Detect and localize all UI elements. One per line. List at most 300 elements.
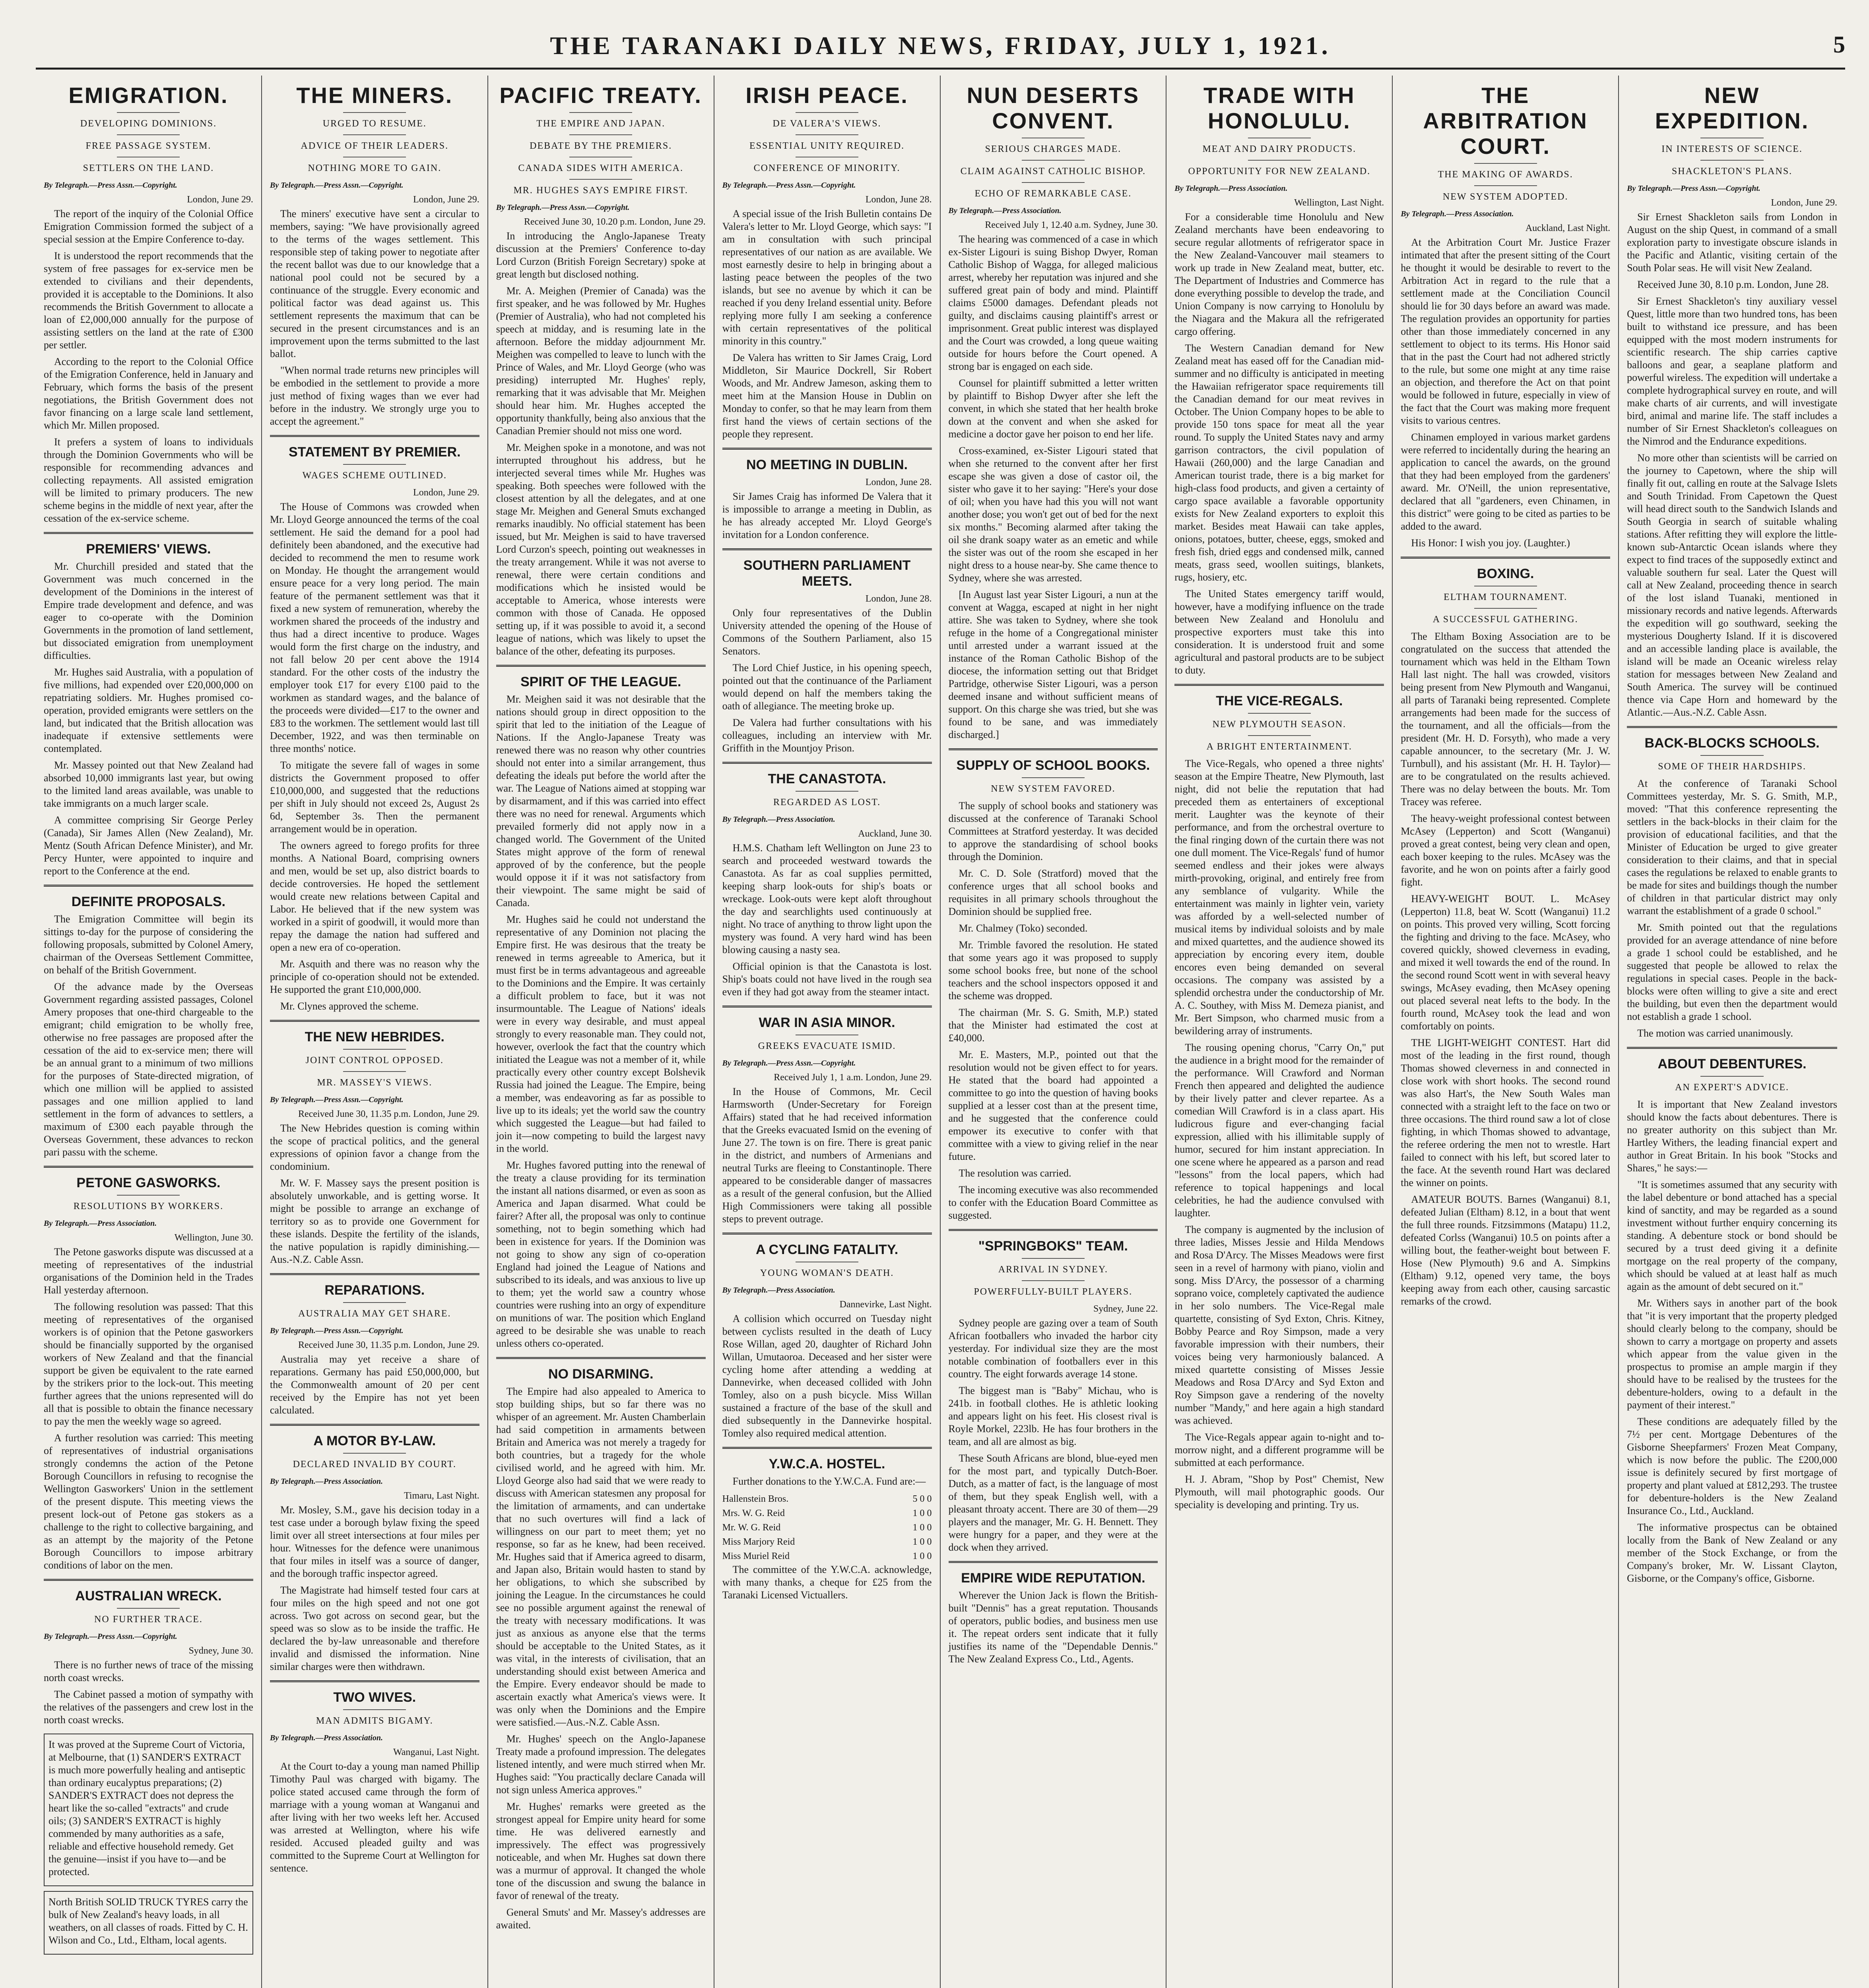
paragraph: The Emigration Committee will begin its sittings to-day for the purpose of considering the following proposals, submitted by Colonel Amery, chairman of the Overseas Settlement Committee, on behalf of the British Government. xyxy=(44,913,253,976)
headline: THE MINERS. xyxy=(296,83,453,108)
paragraph: Mr. Mosley, S.M., gave his decision today in a test case under a borough bylaw fixing the speed limit over all street intersections at four miles per hour. Witnesses for the defence were unanimous that four miles in itself was a source of danger, and the borough traffic inspector agreed. xyxy=(270,1504,479,1579)
article xyxy=(44,1588,253,1726)
paragraph: The Vice-Regals, who opened a three nights' season at the Empire Theatre, New Plymouth, last night, did not belie the reputation that had preceded them as entertainers of exceptional merit. Laughter was the keynote of their performance, and from the orchestral overture to the final ringing down of the curtain there was not one dull moment. The Vice-Regals' fund of humor seemed endless and their jokes were always mirth-provoking, original, and entirely free from any semblance of vulgarity. While the entertainment was mainly in lighter vein, variety was afforded by a well-selected number of musical items by individual soloists and by male and mixed quartettes, and the audience showed its appreciation by encoring every item, double encores even being demanded on several occasions. The company was assisted by a splendid orchestra under the conductorship of Mr. A. C. Southey, with Miss M. Demeza pianist, and Mr. Bert Simpson, who charmed music from a bewildering array of instruments. xyxy=(1174,758,1384,1037)
paragraph: Mr. W. F. Massey says the present position is absolutely unworkable, and is getting worse. It might be possible to arrange an exchange of territory so as to provide one Government for these islands. Despite the fertility of the islands, the native population is rapidly diminishing.—Aus.-N.Z. Cable Assn. xyxy=(270,1177,479,1265)
paragraph: De Valera had further consultations with his colleagues, including an interview with Mr. Griffith in the Mountjoy Prison. xyxy=(722,717,932,754)
paragraph: Mr. Withers says in another part of the book that "it is very important that the property pledged should clearly belong to the company, should be shown to carry a mortgage on property and assets which appear from the value given in the prospectus to promise an ample margin if they should have to be realised by the trustees for the debenture-holders, owing to a default in the payment of their interest." xyxy=(1627,1297,1837,1411)
article xyxy=(949,83,1158,741)
subhead-rule xyxy=(1022,160,1085,161)
subhead-rule xyxy=(1700,160,1764,161)
article xyxy=(44,1175,253,1572)
paragraph: The Cabinet passed a motion of sympathy with the relatives of the passengers and crew lost in the north coast wrecks. xyxy=(44,1689,253,1726)
paragraph: It is understood the report recommends that the system of free passages for ex-service men be extended to civilians and their dependents, provided it is acceptable to the Dominions. It also recommends the British Government to allocate a loan of £2,000,000 annually for the purpose of assisting settlers on the land at the rate of £300 per settler. xyxy=(44,250,253,351)
column-5 xyxy=(941,76,1167,1988)
dateline: Received July 1, 1 a.m. London, June 29. xyxy=(774,1072,932,1083)
column-7 xyxy=(1393,76,1619,1988)
subheadline: YOUNG WOMAN'S DEATH. xyxy=(760,1268,894,1278)
paragraph: For a considerable time Honolulu and New Zealand merchants have been endeavoring to secure regular allotments of refrigerator space in the New Zealand-Vancouver mail steamers to work up trade in New Zealand meat, butter, etc. The Department of Industries and Commerce has done everything possible to develop the trade, and Union Company is now carrying to Honolulu by the Niagara and the Makura all the refrigerated cargo offering. xyxy=(1174,211,1384,337)
dateline: Sydney, June 22. xyxy=(1093,1304,1158,1314)
headline: "SPRINGBOKS" TEAM. xyxy=(978,1239,1128,1254)
subhead-rule xyxy=(343,134,406,135)
paragraph: Mr. Trimble favored the resolution. He stated that some years ago it was proposed to supply some school books free, but none of the school teachers and the school inspectors opposed it and the scheme was dropped. xyxy=(948,939,1158,1002)
dateline: London, June 29. xyxy=(413,487,479,498)
subheadline: MR. HUGHES SAYS EMPIRE FIRST. xyxy=(513,185,688,196)
paragraph: Mr. Hughes' remarks were greeted as the strongest appeal for Empire unity heard for some time. He was delivered earnestly and impressively. The effect was progressively noticeable, and when Mr. Hughes sat down there was a murmur of approval. It changed the whole tone of the discussion and swung the balance in favor of renewal of the treaty. xyxy=(496,1801,706,1901)
paragraph: "It is sometimes assumed that any security with the label debenture or bond attached has a special kind of sanctity, and may be regarded as a sound investment without further enquiry concerning its standing. A debenture stock or bond should be secured by a trust deed giving it a definite mortgage on the real property of the company, which should be valued at at least half as much again as the amount of debt secured on it." xyxy=(1627,1179,1837,1292)
paragraph: The resolution was carried. xyxy=(959,1167,1071,1179)
headline: NUN DESERTS CONVENT. xyxy=(967,83,1140,133)
subheadline: THE MAKING OF AWARDS. xyxy=(1438,169,1573,180)
headline: PETONE GASWORKS. xyxy=(76,1175,221,1190)
byline: By Telegraph.—Press Assn.—Copyright. xyxy=(496,203,630,212)
paragraph: Mr. Hughes' speech on the Anglo-Japanese Treaty made a profound impression. The delegates listened intently, and were much stirred when Mr. Hughes said: "You practically declare Canada will not sign unless America approves." xyxy=(496,1733,706,1796)
article xyxy=(949,1570,1158,1666)
dateline: London, June 28. xyxy=(865,594,932,604)
headline: EMIGRATION. xyxy=(68,83,229,108)
subheadline: OPPORTUNITY FOR NEW ZEALAND. xyxy=(1188,166,1371,177)
paragraph: Mr. Meighen spoke in a monotone, and was not interrupted throughout his address, but he interjected several times while Mr. Hughes was speaking. Both speeches were followed with the closest attention by all the delegates, and at one stage Mr. Meighen and General Smuts exchanged remarks inaudibly. No official statement has been issued, but Mr. Meighen is said to have traversed Lord Curzon's speech, pointing out weaknesses in the treaty arrangement. While it was not averse to renewal, there were certain conditions and modifications which he insisted would be acceptable to America, whose interests were common with those of Canada. He opposed setting up, if it was possible to avoid it, a second league of nations, which was likely to upset the balance of the other, defeating its purposes. xyxy=(496,442,706,657)
subheadline: NEW PLYMOUTH SEASON. xyxy=(1212,719,1347,730)
paragraph: A further resolution was carried: This meeting of representatives of industrial organisations strongly condemns the action of the Petone Borough Councillors in refusing to recognise the Wellington Gasworkers' Union in the settlement of the present dispute. This meeting views the present lock-out of Petone gas stokers as a challenge to the right to collective bargaining, and as an attempt by the majority of the Petone Borough Councillors to impose arbitrary conditions of labor on the men. xyxy=(44,1432,253,1571)
donation-row xyxy=(722,1492,932,1506)
subheadline: THE EMPIRE AND JAPAN. xyxy=(536,118,666,129)
columns-grid xyxy=(36,76,1845,1988)
column-8 xyxy=(1619,76,1845,1988)
subhead-rule xyxy=(1022,1280,1085,1281)
subhead-rule xyxy=(1700,1076,1764,1077)
subheadline: MAN ADMITS BIGAMY. xyxy=(316,1716,433,1726)
column-6 xyxy=(1166,76,1393,1988)
donation-amount: 1 0 0 xyxy=(912,1537,932,1547)
dateline: Auckland, Last Night. xyxy=(1525,223,1611,233)
subhead-rule xyxy=(343,1049,406,1050)
paragraph: In introducing the Anglo-Japanese Treaty discussion at the Premiers' Conference to-day Lord Curzon (British Foreign Secretary) spoke at great length but disclosed nothing. xyxy=(496,230,706,280)
paragraph: At the Court to-day a young man named Phillip Timothy Paul was charged with bigamy. The police stated accused came through the form of marriage with a young woman at Wanganui and after living with her two weeks left her. Accused was arrested at Wellington, where his wife resided. Accused pleaded guilty and was committed to the Supreme Court at Wellington for sentence. xyxy=(270,1761,479,1874)
subhead-rule xyxy=(1022,182,1085,183)
subheadline: RESOLUTIONS BY WORKERS. xyxy=(73,1201,224,1211)
paragraph: These South Africans are blond, blue-eyed men for the most part, and typically Dutch-Boer. Dutch, as a matter of fact, is the language of most of them, but they speak English well, with a pleasant throaty accent. There are 30 of them—29 players and the manager, Mr. G. H. Bennett. They were hungry for a paper, and they were at the dock when they arrived. xyxy=(948,1452,1158,1553)
advertisement-text: North British SOLID TRUCK TYRES carry the bulk of New Zealand's heavy loads, in all weathers, on all classes of roads. Fitted by C. H. Wilson and Co., Ltd., Eltham, local agents. xyxy=(49,1896,248,1946)
subheadline: WAGES SCHEME OUTLINED. xyxy=(302,470,447,481)
subheadline: IN INTERESTS OF SCIENCE. xyxy=(1661,144,1803,154)
headline: BOXING. xyxy=(1477,566,1534,581)
byline: By Telegraph.—Press Assn.—Copyright. xyxy=(722,1059,856,1068)
subhead-rule xyxy=(1022,1258,1085,1259)
donor-name: Mrs. W. G. Reid xyxy=(722,1508,785,1518)
paragraph: His Honor: I wish you joy. (Laughter.) xyxy=(1411,537,1570,549)
article xyxy=(1174,693,1384,1511)
paragraph: The chairman (Mr. S. G. Smith, M.P.) stated that the Minister had estimated the cost at £40,000. xyxy=(948,1007,1158,1044)
subheadline: MR. MASSEY'S VIEWS. xyxy=(317,1077,433,1088)
subhead-rule xyxy=(1700,755,1764,756)
paragraph: General Smuts' and Mr. Massey's addresses are awaited. xyxy=(496,1906,706,1931)
paragraph: The committee of the Y.W.C.A. acknowledge, with many thanks, a cheque for £25 from the Taranaki Licensed Victuallers. xyxy=(722,1564,932,1601)
byline: By Telegraph.—Press Association. xyxy=(270,1477,383,1486)
paragraph: Cross-examined, ex-Sister Ligouri stated that when she returned to the convent after her first escape she was given a dose of castor oil, the sister who gave it to her saying: "Here's your dose of oil; when you have had this you will not want another dose; you won't get out of bed for the next six months." Becoming alarmed after taking the oil she drank soapy water as an emetic and while the sister was out of the room she escaped in her night dress to a house near-by. She came thence to Sydney, where she was arrested. xyxy=(948,445,1158,584)
subhead-rule xyxy=(796,112,858,113)
donation-row xyxy=(722,1520,932,1535)
headline: ABOUT DEBENTURES. xyxy=(1657,1056,1807,1072)
paragraph: The rousing opening chorus, "Carry On," put the audience in a bright mood for the remainder of the performance. Will Crawford and Norman French then appeared and delighted the audience by their lively patter and clever repartee. As a comedian Will Crawford is in a class apart. His ludicrous figure and ever-changing facial expression, allied with his illimitable supply of humor, secured for him instant appreciation. In one scene where he appeared as a parson and read "lessons" from the local papers, which had reference to topical happenings and local celebrities, he had the audience convulsed with laughter. xyxy=(1174,1042,1384,1219)
column-2 xyxy=(262,76,488,1988)
donation-row xyxy=(722,1535,932,1549)
donations-table xyxy=(722,1492,932,1563)
paragraph: The Petone gasworks dispute was discussed at a meeting of representatives of the industrial organisations of the Dominion held in the Trades Hall yesterday afternoon. xyxy=(44,1246,253,1296)
article xyxy=(270,83,479,428)
subhead-rule xyxy=(1474,185,1537,186)
headline: THE VICE-REGALS. xyxy=(1216,693,1343,709)
dateline: Wellington, Last Night. xyxy=(1294,198,1384,208)
paragraph: Australia may yet receive a share of reparations. Germany has paid £50,000,000, but the Commonwealth amount of 20 per cent received by the Empire has not yet been calculated. xyxy=(270,1353,479,1416)
paragraph: Of the advance made by the Overseas Government regarding assisted passages, Colonel Amery proposes that one-third chargeable to the emigrant; child emigration to be wholly free, otherwise no free passages are proposed after the cessation of the aid to ex-service men; there will be an annual grant to a minimum of two millions for the purposes of State-directed migration, of which one million will be applied to assisted passages and one million applied to land settlement in the form of advances to settlers, a maximum of £300 each payable through the Overseas Government, these advances to reckon pari passu with the scheme. xyxy=(44,981,253,1158)
paragraph: De Valera has written to Sir James Craig, Lord Middleton, Sir Maurice Dockrell, Sir Robert Woods, and Mr. Andrew Jameson, asking them to meet him at the Mansion House in Dublin on Monday to confer, so that he may learn from them first hand the views of certain sections of the people they represent. xyxy=(722,352,932,440)
byline: By Telegraph.—Press Assn.—Copyright. xyxy=(1627,184,1760,193)
donor-name: Miss Marjory Reid xyxy=(722,1537,795,1547)
paragraph: Mr. Chalmey (Toko) seconded. xyxy=(959,922,1088,934)
dateline: Received June 30, 11.35 p.m. London, June 29. xyxy=(298,1340,479,1350)
page-number: 5 xyxy=(1833,31,1845,58)
donation-amount: 1 0 0 xyxy=(912,1508,932,1518)
headline: WAR IN ASIA MINOR. xyxy=(759,1015,895,1030)
subhead-rule xyxy=(796,134,858,135)
headline: NEW EXPEDITION. xyxy=(1655,83,1809,133)
subheadline: A BRIGHT ENTERTAINMENT. xyxy=(1206,742,1352,752)
article xyxy=(722,457,932,541)
article-divider xyxy=(949,1229,1158,1231)
article-divider xyxy=(722,1447,932,1449)
paragraph: Mr. Smith pointed out that the regulations provided for an average attendance of nine before a grade 1 school could be established, and he suggested that people be allowed to relax the regulations in special cases. People in the back-blocks were often willing to give a site and erect the building, but even then the department would not establish a grade 1 school. xyxy=(1627,922,1837,1022)
article-divider xyxy=(44,1579,253,1581)
dateline: Wellington, June 30. xyxy=(174,1233,253,1243)
paragraph: No more other than scientists will be carried on the journey to Capetown, where the ship will finally fit out, calling en route at the Salvage Islets and South Trinidad. From Capetown the Quest will head direct south to the Sandwich Islands and South Georgia in search of suitable whaling stations. After refitting they will explore the little-known sub-Antarctic Ocean islands where they expect to find traces of the supposedly extinct and valuable southern fur seal. Later the Quest will call at New Zealand, proceeding thence in search of the lost island Tuanaki, mentioned in missionary records and native legends. Afterwards the expedition will go southward, seeking the mysterious Dougherty Island. If it is discovered and an accessible landing place is available, the island will be made an Oceanic wireless relay station for messages between New Zealand and South America. The survey will be continued thence via Cape Horn and homeward by the Atlantic.—Aus.-N.Z. Cable Assn. xyxy=(1627,452,1837,718)
paragraph: HEAVY-WEIGHT BOUT. L. McAsey (Lepperton) 11.8, beat W. Scott (Wanganui) 11.2 on points. This proved very willing, Scott forcing the fighting and driving to the face. McAsey, who covered quickly, showed cleverness in evading, and mixed it well towards the end of the round. In the second round Scott went in with several heavy swings, McAsey evading, then McAsey opening out placed several neat lefts to the body. In the fourth round, McAsey took the lead and won comfortably on points. xyxy=(1401,893,1611,1032)
dateline: Auckland, June 30. xyxy=(858,829,932,839)
dateline: Timaru, Last Night. xyxy=(404,1491,479,1501)
subhead-rule xyxy=(1474,608,1537,609)
subhead-rule xyxy=(569,134,632,135)
article xyxy=(1627,735,1837,1040)
dateline: London, June 29. xyxy=(413,194,479,205)
headline: IRISH PEACE. xyxy=(745,83,908,108)
paragraph: Wherever the Union Jack is flown the British-built "Dennis" has a great reputation. Thousands of operators, public bodies, and business men use it. The repeat orders sent indicate that it fully justifies its name of the "Dependable Dennis." The New Zealand Express Co., Ltd., Agents. xyxy=(948,1590,1158,1665)
paragraph: Chinamen employed in various market gardens were referred to incidentally during the hearing an application to cancel the awards, on the ground that they had been employed from the gardeners' award. Mr. O'Neill, the union representative, declared that all "gardeners, even Chinamen, in this district" were going to be cited as parties to be added to the award. xyxy=(1401,431,1611,532)
subheadline: DECLARED INVALID BY COURT. xyxy=(293,1459,457,1470)
subheadline: SHACKLETON'S PLANS. xyxy=(1671,166,1793,177)
article xyxy=(496,1366,706,1932)
article-divider xyxy=(1174,684,1384,686)
headline: REPARATIONS. xyxy=(324,1283,425,1298)
subhead-rule xyxy=(343,464,406,465)
paragraph: Mr. E. Masters, M.P., pointed out that the resolution would not be given effect to for years. He stated that the board had appointed a committee to go into the question of having books supplied at a lesser cost than at the present time, and he suggested that the conference could empower its executive to confer with that committee with a view to giving relief in the near future. xyxy=(948,1049,1158,1162)
paragraph: Further donations to the Y.W.C.A. Fund are:— xyxy=(732,1475,926,1487)
paragraph: It is important that New Zealand investors should know the facts about debentures. There is no greater authority on this subject than Mr. Hartley Withers, the leading financial expert and author in Great Britain. In his book "Stocks and Shares," he says:— xyxy=(1627,1099,1837,1174)
subhead-rule xyxy=(1474,163,1537,164)
article xyxy=(1401,83,1610,549)
paragraph: H.M.S. Chatham left Wellington on June 23 to search and proceeded westward towards the Canastota. As far as coal supplies permitted, keeping sharp look-outs for ship's boats or wreckage. Look-outs were kept aloft throughout the day and searchlights used continuously at night. No trace of anything to throw light upon the mystery was found. A very hard wind has been blowing causing a nasty sea. xyxy=(722,842,932,955)
paragraph: [In August last year Sister Ligouri, a nun at the convent at Wagga, escaped at night in her night attire. She was taken to Sydney, where she took refuge in the home of a Congregational minister until arrested under a warrant issued at the instance of the Roman Catholic Bishop of the diocese, the information setting out that Bridget Partridge, otherwise Sister Ligouri, was a person deemed insane and without sufficient means of support. On this charge she was tried, but she was found to be sane, and was immediately discharged.] xyxy=(948,589,1158,740)
subheadline: CONFERENCE OF MINORITY. xyxy=(753,163,901,173)
paragraph: A committee comprising Sir George Perley (Canada), Sir James Allen (New Zealand), Mr. Mentz (South African Defence Minister), and Mr. Percy Hunter, were appointed to inquire and report to the Conference at the end. xyxy=(44,814,253,877)
subhead-rule xyxy=(117,134,180,135)
article xyxy=(44,541,253,878)
subhead-rule xyxy=(117,1195,180,1196)
headline: THE CANASTOTA. xyxy=(768,771,886,786)
article xyxy=(44,894,253,1159)
dateline: London, June 29. xyxy=(187,194,253,205)
paragraph: THE LIGHT-WEIGHT CONTEST. Hart did most of the leading in the first round, though Thomas showed cleverness in and connected in close work with short hooks. The second round was also Hart's, the New South Wales man connected with a straight left to the face on two or three occasions. The third round saw a lot of close fighting, in which Thomas showed to advantage, the referee ordering the men not to wrestle. Hart failed to connect with his left, but scored later to the face. At the seventh round Hart was declared the winner on points. xyxy=(1401,1037,1611,1188)
article xyxy=(44,83,253,525)
paragraph: AMATEUR BOUTS. Barnes (Wanganui) 8.1, defeated Julian (Eltham) 8.12, in a bout that went the full three rounds. Fitzsimmons (Matapu) 11.2, defeated Corlss (Wanganui) 10.5 on points after a willing bout, the feather-weight bout between F. Hose (New Plymouth) 9.6 and A. Simpkins (Eltham) 9.12, opened very tame, the boys keeping away from each other, causing sarcastic remarks of the crowd. xyxy=(1401,1194,1611,1307)
paragraph: The Empire had also appealed to America to stop building ships, but so far there was no whisper of an agreement. Mr. Austen Chamberlain had said competition in armaments between Britain and America was not merely a tragedy for both countries, but a tragedy for the whole civilised world, and he agreed with him. Mr. Lloyd George also had said that we were ready to discuss with American statesmen any proposal for the limitation of armaments, and can undertake that no such overtures will find a lack of willingness on our part to meet them; yet no response, so far as he knew, had been received. Mr. Hughes said that if America agreed to disarm, and Japan also, Britain would hasten to stand by her obligations, to which she subscribed by joining the League. In the circumstances he could see no possible argument against the renewal of the treaty with necessary modifications. It was just as anxious as anyone else that the terms should be acceptable to the United States, as it was vital, in the interests of civilisation, that an understanding should exist between America and the Empire. Every endeavor should be made to ascertain exactly what America's views were. It was only when the Dominions and the Empire were satisfied.—Aus.-N.Z. Cable Assn. xyxy=(496,1386,706,1728)
donor-name: Hallenstein Bros. xyxy=(722,1494,789,1504)
headline: SOUTHERN PARLIAMENT MEETS. xyxy=(743,558,911,589)
paragraph: The incoming executive was also recommended to confer with the Education Board Committee as suggested. xyxy=(948,1184,1158,1221)
paragraph: A special issue of the Irish Bulletin contains De Valera's letter to Mr. Lloyd George, which says: "I am in consultation with such principal representatives of our nation as are available. We most earnestly desire to help in bringing about a lasting peace between the peoples of the two islands, but see no avenue by which it can be reached if you deny Ireland essential unity. Before replying more fully I am seeking a conference with certain representatives of the political minority in this country." xyxy=(722,208,932,347)
subheadline: JOINT CONTROL OPPOSED. xyxy=(305,1055,444,1066)
headline: AUSTRALIAN WRECK. xyxy=(75,1588,222,1604)
article-divider xyxy=(496,1357,706,1359)
byline: By Telegraph.—Press Association. xyxy=(44,1219,157,1228)
byline: By Telegraph.—Press Association. xyxy=(948,206,1062,215)
paragraph: Mr. Hughes favored putting into the renewal of the treaty a clause providing for its termination the instant all nations disarmed, or even as soon as America and Japan disarmed. What could be fairer? After all, the proposal was only to continue something, not to begin something which had been in existence for years. If the Dominion was not going to show any sign of co-operation England had joined the League of Nations and subscribed to its ideals, and was anxious to live up to them; yet the world saw a country whose countries were rushing into an orgy of expenditure on munitions of war. The position which England agreed to be desirable she was unable to reach unless others co-operated. xyxy=(496,1159,706,1349)
paragraph: The House of Commons was crowded when Mr. Lloyd George announced the terms of the coal settlement. He said the demand for a pool had definitely been abandoned, and the executive had decided to recommend the men to resume work on Monday. He thought the arrangement would ensure peace for a very long period. The main feature of the permanent settlement was that it fixed a new system of remuneration, whereby the workmen shared the proceeds of the industry and thus had a direct incentive to produce. Wages would form the first charge on the industry, and not fall below 20 per cent above the 1914 standard. For the other costs of the industry the employer took £17 for every £100 paid to the workmen as standard wages, and the balance of the proceeds were divided—£17 to the owner and £83 to the workmen. The settlement would last till December, 1922, and was then terminable on three months' notice. xyxy=(270,501,479,754)
donor-name: Mr. W. G. Reid xyxy=(722,1522,781,1533)
byline: By Telegraph.—Press Association. xyxy=(270,1734,383,1742)
article xyxy=(496,674,706,1350)
subheadline: NEW SYSTEM ADOPTED. xyxy=(1442,192,1568,202)
article xyxy=(270,1282,479,1417)
paragraph: The Eltham Boxing Association are to be congratulated on the success that attended the tournament which was held in the Eltham Town Hall last night. The hall was crowded, visitors being present from New Plymouth and Wanganui, all parts of Taranaki being represented. Complete arrangements had been made for the success of the tournament, and all the officials—from the president (Mr. H. D. Forsyth), who made a very capable announcer, to the secretary (Mr. J. W. Turnbull), and his assistant (Mr. H. H. Taylor)—are to be congratulated on the results achieved. There was no delay between the bouts. Mr. Tom Tracey was referee. xyxy=(1401,631,1611,808)
article-divider xyxy=(722,1006,932,1008)
subheadline: FREE PASSAGE SYSTEM. xyxy=(85,141,212,151)
paragraph: The company is augmented by the inclusion of three ladies, Misses Jessie and Hilda Mendows and Rosa D'Arcy. The Misses Meadows were first seen in a revel of harmony with piano, violin and song. Miss D'Arcy, the possessor of a charming soprano voice, completely captivated the audience in her solo numbers. The Vice-Regal male quartette, consisting of Syd Exton, Chris. Kitney, Bobby Pearce and Roy Simpson, made a very favorable impression with their numbers, their voices being very harmoniously balanced. A mixed quartette consisting of Misses Jessie Meadows and Rosa D'Arcy and Syd Exton and Roy Simpson gave a rendering of the novelty number "Mandy," and here again a high standard was achieved. xyxy=(1174,1224,1384,1426)
article-divider xyxy=(722,448,932,450)
headline: A CYCLING FATALITY. xyxy=(755,1242,899,1257)
paragraph: Mr. Hughes said he could not understand the representative of any Dominion not placing the Empire first. He was desirous that the treaty be renewed in terms agreeable to America, but it must first be in terms advantageous and agreeable to the Dominions and the Empire. It was certainly a difficult problem to face, but it was not insurmountable. The League of Nations' ideals were in every way desirable, and must appeal strongly to every reasonable man. They could not, however, overlook the fact that the country which initiated the League was not a member of it, while practically every other country except Bolshevik Russia had joined the League. The Empire, being a member, was endeavoring as far as possible to live up to its ideals; yet the world saw the country which suggested the League—but had failed to join it—now competing to build the largest navy in the world. xyxy=(496,914,706,1154)
article-divider xyxy=(270,1020,479,1022)
byline: By Telegraph.—Press Assn.—Copyright. xyxy=(722,181,856,190)
paragraph: The motion was carried unanimously. xyxy=(1637,1027,1793,1039)
headline: DEFINITE PROPOSALS. xyxy=(71,894,226,909)
subheadline: NOTHING MORE TO GAIN. xyxy=(308,163,442,173)
dateline: Sydney, June 30. xyxy=(188,1646,253,1656)
article-divider xyxy=(1401,557,1610,559)
article-divider xyxy=(44,885,253,887)
article-divider xyxy=(722,762,932,764)
advertisement xyxy=(44,1734,253,1886)
article xyxy=(722,1015,932,1225)
subhead-rule xyxy=(343,112,406,113)
paragraph: The heavy-weight professional contest between McAsey (Lepperton) and Scott (Wanganui) proved a great contest, being very clean and open, each boxer keeping to the rules. McAsey was the favorite, and he won on points after a fairly good fight. xyxy=(1401,813,1611,888)
headline: SPIRIT OF THE LEAGUE. xyxy=(520,674,681,689)
subheadline: SETTLERS ON THE LAND. xyxy=(83,163,214,173)
subheadline: URGED TO RESUME. xyxy=(322,118,427,129)
subhead-rule xyxy=(343,1071,406,1072)
headline: PACIFIC TREATY. xyxy=(499,83,702,108)
headline: TWO WIVES. xyxy=(333,1690,416,1705)
article-divider xyxy=(722,548,932,550)
byline: By Telegraph.—Press Assn.—Copyright. xyxy=(270,1095,404,1104)
article xyxy=(722,557,932,755)
article-divider xyxy=(44,532,253,534)
donation-amount: 1 0 0 xyxy=(912,1551,932,1561)
subhead-rule xyxy=(1248,160,1311,161)
paragraph: The Lord Chief Justice, in his opening speech, pointed out that the continuance of the Parliament would depend on half the members taking the oath of allegiance. The meeting broke up. xyxy=(722,662,932,712)
paragraph: The owners agreed to forego profits for three months. A National Board, comprising owners and men, would be set up, also district boards to decide controversies. He hoped the settlement would create new relations between Capital and Labor. He believed that if the new system was worked in a spirit of goodwill, it would more than repay the damage the nation had suffered and open a new era of co-operation. xyxy=(270,840,479,953)
subhead-rule xyxy=(343,1453,406,1454)
subhead-rule xyxy=(343,1709,406,1710)
headline: A MOTOR BY-LAW. xyxy=(313,1433,436,1448)
paragraph: H. J. Abram, "Shop by Post" Chemist, New Plymouth, will mail photographic goods. Our speciality is developing and printing. Try us. xyxy=(1174,1474,1384,1510)
paragraph: "When normal trade returns new principles will be embodied in the settlement to provide a more just method of fixing wages than we ever had before in the industry. We strongly urge you to accept the agreement." xyxy=(270,365,479,427)
paragraph: At the Arbitration Court Mr. Justice Frazer intimated that after the present sitting of the Court he thought it would be desirable to revert to the Arbitration Act in regard to the rule that a settlement made at the Conciliation Council should lie for 30 days before an award was made. The regulation provides an opportunity for parties other than those immediately concerned in any settlement to object to its terms. His Honor said that in the past the Court had not adhered strictly to the rule, but some one might at any time raise an objection, and therefore the Act on that point would be followed in future, especially in view of the fact that the Court was making more frequent visits to various centres. xyxy=(1401,237,1611,426)
donation-row xyxy=(722,1506,932,1520)
byline: By Telegraph.—Press Association. xyxy=(722,1286,835,1295)
subheadline: SERIOUS CHARGES MADE. xyxy=(985,144,1122,154)
headline: EMPIRE WIDE REPUTATION. xyxy=(961,1571,1145,1586)
subheadline: GREEKS EVACUATE ISMID. xyxy=(758,1041,896,1051)
byline: By Telegraph.—Press Assn.—Copyright. xyxy=(44,1632,177,1641)
paragraph: To mitigate the severe fall of wages in some districts the Government proposed to offer £10,000,000, and suggested that the reductions per shift in July should not exceed 2s, August 2s 6d, September 3s. Then the permanent arrangement would be in operation. xyxy=(270,759,479,835)
subheadline: NEW SYSTEM FAVORED. xyxy=(991,784,1116,794)
article-divider xyxy=(44,1166,253,1168)
article xyxy=(722,1242,932,1440)
subheadline: CANADA SIDES WITH AMERICA. xyxy=(518,163,683,173)
paragraph: A collision which occurred on Tuesday night between cyclists resulted in the death of Lucy Rose Willan, aged 20, daughter of Richard John Willan, Umutaoroa. Deceased and her sister were cycling home after attending a wedding at Dannevirke, when deceased collided with John Tomley, also on a push bicycle. Miss Willan sustained a fracture of the base of the skull and died subsequently in the Dannevirke hospital. Tomley also required medical attention. xyxy=(722,1313,932,1439)
paragraph: The hearing was commenced of a case in which ex-Sister Ligouri is suing Bishop Dwyer, Roman Catholic Bishop of Wagga, for alleged malicious arrest, whereby her reputation was injured and she suffered great pain of body and mind. Plaintiff claims £5000 damages. Defendant pleads not guilty, and disclaims causing plaintiff's arrest or imprisonment. Great public interest was displayed and the Court was crowded, a long queue waiting outside for hours before the Court opened. A strong bar is engaged on each side. xyxy=(948,233,1158,372)
subhead-rule xyxy=(1022,777,1085,778)
paragraph: The following resolution was passed: That this meeting of representatives of the organised workers is of opinion that the Petone gasworkers should be financially supported by the organised workers of New Zealand and that the financial support be given be equivalent to the rate earned by the strikers prior to the lock-out. This meeting further agrees that the unions represented will do all that is possible to obtain the finance necessary to pay the men the weekly wage so agreed. xyxy=(44,1301,253,1427)
subhead-rule xyxy=(1248,735,1311,736)
article xyxy=(270,1433,479,1673)
article xyxy=(722,83,932,441)
paragraph: The Vice-Regals appear again to-night and to-morrow night, and a different programme will be submitted at each performance. xyxy=(1174,1431,1384,1468)
dateline: Received July 1, 12.40 a.m. Sydney, June 30. xyxy=(985,220,1158,230)
subhead-rule xyxy=(569,179,632,180)
paragraph: Sir Ernest Shackleton's tiny auxiliary vessel Quest, little more than two hundred tons, has been built to withstand ice pressure, and has been equipped with the most modern instruments for scientific research. The ship carries captive balloons and gear, a seaplane platform and powerful wireless. The expedition will undertake a complete hydrographical survey en route, and will make charts of air currents, and will investigate bird, animal and marine life. The staff includes a number of Sir Ernest Shackleton's colleagues on the Nimrod and the Endurance expeditions. xyxy=(1627,295,1837,447)
article xyxy=(722,1456,932,1602)
paragraph: The Western Canadian demand for New Zealand meat has eased off for the Canadian mid-summer and no difficulty is anticipated in meeting the Hawaiian refrigerator space requirements till the Canadian demand for our meat revives in October. The Union Company hopes to be able to provide 150 tons space for meat all the year round. To supply the United States navy and army garrison contractors, the civil population of Hawaii (260,000) and the large Canadian and American tourist trade, there is a big market for high-class food products, and given a certainty of cargo space available a favorable opportunity exists for New Zealand exporters to exploit this market. Besides meat Hawaii can take apples, onions, potatoes, butter, cheese, eggs, smoked and fresh fish, dried eggs and condensed milk, canned meats, grass seed, woollen suitings, blankets, rugs, hosiery, etc. xyxy=(1174,342,1384,583)
article xyxy=(496,83,706,658)
paragraph: The United States emergency tariff would, however, have a modifying influence on the trade between New Zealand and Honolulu and prospective exporters must take this into consideration. It is understood fruit and some agricultural and pastoral products are to be subject to duty. xyxy=(1174,588,1384,676)
subheadline: NO FURTHER TRACE. xyxy=(94,1614,203,1625)
article-divider xyxy=(1627,726,1837,728)
paragraph: Mr. Meighen said it was not desirable that the nations should group in direct opposition to the spirit that led to the initiation of the League of Nations. If the Anglo-Japanese Treaty was renewed there was no reason why other countries should not enter into a similar arrangement, thus defeating the ideals put before the world after the war. The League of Nations aimed at stopping war by disarmament, and if this was carried into effect there was no need for renewal. Arguments which prevailed formerly did not apply now in a changed world. The Government of the United States might approve of the form of renewal approved of by the conference, but the people would oppose it if it was not satisfactory from their viewpoint. The same might be said of Canada. xyxy=(496,693,706,909)
dateline: London, June 29. xyxy=(1771,198,1837,208)
article-divider xyxy=(270,1680,479,1682)
paragraph: Official opinion is that the Canastota is lost. Ship's boats could not have lived in the rough sea even if they had got away from the steamer intact. xyxy=(722,961,932,998)
paragraph: Mr. Churchill presided and stated that the Government was much concerned in the development of the Dominions in the interest of Empire trade development and defence, and was eager to co-operate with the Dominion Governments in the promotion of land settlement, but dissociated emigration from unemployment difficulties. xyxy=(44,561,253,661)
article-divider xyxy=(270,1424,479,1426)
paragraph: Sir Ernest Shackleton sails from London in August on the ship Quest, in command of a small exploration party to investigate obscure islands in the Pacific and Atlantic, visiting certain of the South Polar seas. He will visit New Zealand. xyxy=(1627,211,1837,274)
donation-row xyxy=(722,1549,932,1563)
article-divider xyxy=(270,1273,479,1275)
paragraph: The supply of school books and stationery was discussed at the conference of Taranaki School Committees at Stratford yesterday. It was decided to approve the standardising of school books through the Dominion. xyxy=(948,800,1158,862)
advertisement-text: It was proved at the Supreme Court of Victoria, at Melbourne, that (1) SANDER'S EXTRACT is much more powerfully healing and antiseptic than ordinary eucalyptus preparations; (2) SANDER'S EXTRACT does not depress the heart like the so-called "extracts" and crude oils; (3) SANDER'S EXTRACT is highly commended by many authorities as a safe, reliable and effective household remedy. Get the genuine—insist if you have to—and be protected. xyxy=(49,1739,246,1877)
dateline: London, June 28. xyxy=(865,477,932,487)
article xyxy=(949,757,1158,1222)
subhead-rule xyxy=(343,1302,406,1303)
paragraph: The New Hebrides question is coming within the scope of practical politics, and the general expressions of opinion favor a change from the condominium. xyxy=(270,1122,479,1172)
subhead-rule xyxy=(796,791,858,792)
advertisement xyxy=(44,1891,253,1955)
subheadline: DEVELOPING DOMINIONS. xyxy=(80,118,217,129)
dateline: London, June 28. xyxy=(865,194,932,205)
subheadline: MEAT AND DAIRY PRODUCTS. xyxy=(1202,144,1357,154)
headline: NO MEETING IN DUBLIN. xyxy=(746,457,908,472)
byline: By Telegraph.—Press Assn.—Copyright. xyxy=(270,1326,404,1335)
subhead-rule xyxy=(1248,713,1311,714)
paragraph: The report of the inquiry of the Colonial Office Emigration Commission formed the subject of a special session at the Empire Conference to-day. xyxy=(44,208,253,245)
article xyxy=(722,771,932,998)
dateline: Wanganui, Last Night. xyxy=(393,1747,479,1757)
paragraph: The miners' executive have sent a circular to members, saying: "We have provisionally agreed to the terms of the wages settlement. This responsible step of taking power to negotiate after the recent ballot was due to our knowledge that a national pool could not be secured by a continuance of the struggle. Every economic and political factor was dead against us. This settlement represents the maximum that can be secured in the present circumstances and is an improvement upon the terms submitted to the last ballot. xyxy=(270,208,479,359)
headline: THE NEW HEBRIDES. xyxy=(305,1029,444,1044)
paragraph: The Magistrate had himself tested four cars at four miles on the high speed and not one got across. Two got across on second gear, but the speed was so slow as to be inside the traffic. He declared the by-law unreasonable and therefore invalid and dismissed the information. Nine similar charges were then withdrawn. xyxy=(270,1584,479,1672)
paragraph: The informative prospectus can be obtained locally from the Bank of New Zealand or any member of the Stock Exchange, or from the Company's broker, Mr. W. Lissant Clayton, Gisborne, or the Company's office, Gisborne. xyxy=(1627,1522,1837,1584)
article xyxy=(949,1238,1158,1554)
headline: Y.W.C.A. HOSTEL. xyxy=(769,1456,885,1472)
article-divider xyxy=(949,748,1158,750)
headline: THE ARBITRATION COURT. xyxy=(1423,83,1588,159)
byline: By Telegraph.—Press Association. xyxy=(1401,210,1514,218)
subheadline: ECHO OF REMARKABLE CASE. xyxy=(974,188,1132,199)
subheadline: ELTHAM TOURNAMENT. xyxy=(1444,592,1568,602)
column-4 xyxy=(714,76,941,1988)
paragraph: The biggest man is "Baby" Michau, who is 241b. in football clothes. He is athletic looking and appears light on his feet. His closest rival is Royle Morkel, 223lb. He has four brothers in the team, and all are almost as big. xyxy=(948,1385,1158,1447)
paragraph: At the conference of Taranaki School Committees yesterday, Mr. S. G. Smith, M.P., moved: "That this conference representing the settlers in the back-blocks in their claim for the provision of educational facilities, and that the Minister of Education be urged to give greater consideration to their claims, and that in special cases the regulations be relaxed to enable grants to be made for sites and buildings though the number of children in that particular district may only warrant the establishment of a grade 0 school." xyxy=(1627,778,1837,916)
headline: PREMIERS' VIEWS. xyxy=(86,542,211,557)
paragraph: Only four representatives of the Dublin University attended the opening of the House of Commons of the Southern Parliament, also 15 Senators. xyxy=(722,607,932,657)
paragraph: Mr. Clynes approved the scheme. xyxy=(280,1000,419,1012)
masthead-title: THE TARANAKI DAILY NEWS, FRIDAY, JULY 1, 1921. xyxy=(550,31,1331,60)
subheadline: CLAIM AGAINST CATHOLIC BISHOP. xyxy=(960,166,1146,177)
column-3 xyxy=(488,76,714,1988)
article-divider xyxy=(722,1233,932,1235)
article-divider xyxy=(270,435,479,437)
dateline: Received June 30, 11.35 p.m. London, June 29. xyxy=(298,1109,479,1119)
article xyxy=(1627,83,1837,719)
subhead-rule xyxy=(117,112,180,113)
dateline: Dannevirke, Last Night. xyxy=(839,1299,932,1310)
masthead xyxy=(36,24,1845,70)
subheadline: AN EXPERT'S ADVICE. xyxy=(1675,1082,1789,1093)
article xyxy=(1627,1056,1837,1585)
subheadline: REGARDED AS LOST. xyxy=(773,797,881,808)
headline: SUPPLY OF SCHOOL BOOKS. xyxy=(956,758,1150,773)
article xyxy=(270,1029,479,1266)
paragraph: According to the report to the Colonial Office of the Emigration Conference, held in January and February, which forms the basis of the present negotiations, the British Government does not favor financing on a large scale land settlement, which Mr. Millen proposed. xyxy=(44,356,253,431)
column-1 xyxy=(36,76,262,1988)
byline: By Telegraph.—Press Assn.—Copyright. xyxy=(44,181,177,190)
paragraph: Received June 30, 8.10 p.m. London, June 28. xyxy=(1637,279,1829,290)
paragraph: There is no further news of trace of the missing north coast wrecks. xyxy=(44,1659,253,1683)
subhead-rule xyxy=(569,112,632,113)
byline: By Telegraph.—Press Association. xyxy=(722,815,835,824)
subheadline: SOME OF THEIR HARDSHIPS. xyxy=(1658,761,1807,772)
paragraph: It prefers a system of loans to individuals through the Dominion Governments who will be responsible for recommending advances and collecting repayments. All assisted emigration will be limited to primary producers. The new scheme begins in the middle of next year, after the cessation of the ex-service scheme. xyxy=(44,436,253,524)
paragraph: Mr. C. D. Sole (Stratford) moved that the conference urges that all school books and requisites in all primary schools throughout the Dominion should be supplied free. xyxy=(948,868,1158,917)
paragraph: Mr. Hughes said Australia, with a population of five millions, had expended over £20,000,000 on repatriating soldiers. Mr. Hughes promised co-operation, provided emigrants were settlers on the land, but indicated that the British allocation was inadequate if extensive settlements were contemplated. xyxy=(44,666,253,754)
article-divider xyxy=(496,665,706,667)
article xyxy=(270,444,479,1013)
paragraph: These conditions are adequately filled by the 7½ per cent. Mortgage Debentures of the Gisborne Sheepfarmers' Frozen Meat Company, which is now before the public. The £200,000 issue is definitely secured by first mortgage of property and plant valued at £812,293. The trustee for debenture-holders is the New Zealand Insurance Co., Ltd., Auckland. xyxy=(1627,1416,1837,1516)
paragraph: Counsel for plaintiff submitted a letter written by plaintiff to Bishop Dwyer after she left the convent, in which she stated that her health broke down at the convent and when she asked for medicine a doctor gave her poison to end her life. xyxy=(948,377,1158,440)
subhead-rule xyxy=(117,1608,180,1609)
byline: By Telegraph.—Press Association. xyxy=(1174,184,1288,193)
paragraph: Sir James Craig has informed De Valera that it is impossible to arrange a meeting in Dublin, as he has already accepted Mr. Lloyd George's invitation for a London conference. xyxy=(722,491,932,540)
paragraph: Sydney people are gazing over a team of South African footballers who invaded the harbor city yesterday. For individual size they are the most notable combination of footballers ever in this country. The eight forwards average 14 stone. xyxy=(948,1317,1158,1380)
